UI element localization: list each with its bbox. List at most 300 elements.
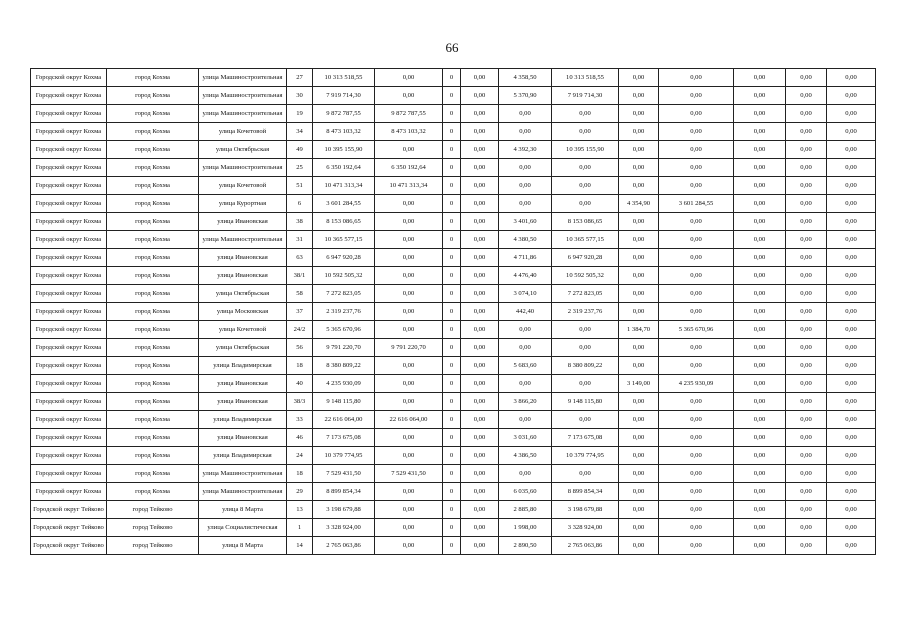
col-13-cell: 0,00 [734, 429, 786, 447]
col-12-cell: 5 365 670,96 [659, 321, 734, 339]
locality-cell: город Кохма [107, 231, 199, 249]
area-cell: 5 683,60 [499, 357, 552, 375]
total-cost-cell: 5 365 670,96 [313, 321, 375, 339]
col-12-cell: 0,00 [659, 231, 734, 249]
col-14-cell: 0,00 [786, 519, 827, 537]
col-11-cell: 0,00 [619, 159, 659, 177]
col-7-cell: 0 [443, 537, 461, 555]
total-cost-cell: 4 235 930,09 [313, 375, 375, 393]
locality-cell: город Кохма [107, 159, 199, 177]
house-number-cell: 14 [287, 537, 313, 555]
col-11-cell: 0,00 [619, 411, 659, 429]
house-number-cell: 63 [287, 249, 313, 267]
street-cell: улица Машиностроительная [199, 159, 287, 177]
total-cost-cell: 10 592 505,32 [313, 267, 375, 285]
table-row [31, 303, 876, 321]
col-6-cell: 0,00 [375, 483, 443, 501]
col-15-cell: 0,00 [827, 303, 876, 321]
cost-cell: 0,00 [552, 159, 619, 177]
col-15-cell: 0,00 [827, 393, 876, 411]
col-7-cell: 0 [443, 105, 461, 123]
col-8-cell: 0,00 [461, 429, 499, 447]
col-11-cell: 0,00 [619, 429, 659, 447]
col-12-cell: 0,00 [659, 393, 734, 411]
col-6-cell: 0,00 [375, 285, 443, 303]
col-11-cell: 0,00 [619, 213, 659, 231]
area-cell: 6 035,60 [499, 483, 552, 501]
area-cell: 3 031,60 [499, 429, 552, 447]
col-11-cell: 1 384,70 [619, 321, 659, 339]
col-14-cell: 0,00 [786, 447, 827, 465]
col-11-cell: 0,00 [619, 69, 659, 87]
house-number-cell: 29 [287, 483, 313, 501]
locality-cell: город Кохма [107, 177, 199, 195]
table-row [31, 177, 876, 195]
area-cell: 4 711,86 [499, 249, 552, 267]
municipality-cell: Городской округ Кохма [31, 393, 107, 411]
table-row [31, 267, 876, 285]
col-12-cell: 0,00 [659, 87, 734, 105]
col-13-cell: 0,00 [734, 231, 786, 249]
col-8-cell: 0,00 [461, 87, 499, 105]
col-7-cell: 0 [443, 303, 461, 321]
col-7-cell: 0 [443, 231, 461, 249]
cost-cell: 0,00 [552, 195, 619, 213]
col-6-cell: 6 350 192,64 [375, 159, 443, 177]
area-cell: 0,00 [499, 177, 552, 195]
col-14-cell: 0,00 [786, 123, 827, 141]
col-12-cell: 0,00 [659, 447, 734, 465]
cost-cell: 0,00 [552, 339, 619, 357]
street-cell: улица Ивановская [199, 249, 287, 267]
cost-cell: 0,00 [552, 177, 619, 195]
col-11-cell: 4 354,90 [619, 195, 659, 213]
cost-cell: 7 919 714,30 [552, 87, 619, 105]
total-cost-cell: 7 919 714,30 [313, 87, 375, 105]
table-row [31, 375, 876, 393]
cost-cell: 2 765 063,86 [552, 537, 619, 555]
municipality-cell: Городской округ Кохма [31, 195, 107, 213]
house-number-cell: 38/3 [287, 393, 313, 411]
col-8-cell: 0,00 [461, 105, 499, 123]
street-cell: улица Машиностроительная [199, 465, 287, 483]
col-11-cell: 0,00 [619, 267, 659, 285]
col-15-cell: 0,00 [827, 465, 876, 483]
street-cell: улица Машиностроительная [199, 231, 287, 249]
locality-cell: город Кохма [107, 195, 199, 213]
street-cell: улица Владимирская [199, 411, 287, 429]
street-cell: улица Кочетовой [199, 321, 287, 339]
area-cell: 0,00 [499, 465, 552, 483]
house-number-cell: 19 [287, 105, 313, 123]
col-14-cell: 0,00 [786, 357, 827, 375]
col-7-cell: 0 [443, 339, 461, 357]
house-number-cell: 18 [287, 357, 313, 375]
col-6-cell: 0,00 [375, 267, 443, 285]
area-cell: 442,40 [499, 303, 552, 321]
area-cell: 3 866,20 [499, 393, 552, 411]
cost-cell: 10 592 505,32 [552, 267, 619, 285]
col-6-cell: 9 872 787,55 [375, 105, 443, 123]
col-15-cell: 0,00 [827, 537, 876, 555]
col-7-cell: 0 [443, 177, 461, 195]
cost-cell: 3 198 679,88 [552, 501, 619, 519]
col-13-cell: 0,00 [734, 141, 786, 159]
col-15-cell: 0,00 [827, 105, 876, 123]
street-cell: улица Курортная [199, 195, 287, 213]
col-13-cell: 0,00 [734, 195, 786, 213]
total-cost-cell: 8 473 103,32 [313, 123, 375, 141]
locality-cell: город Кохма [107, 105, 199, 123]
table-row [31, 213, 876, 231]
col-14-cell: 0,00 [786, 231, 827, 249]
municipality-cell: Городской округ Кохма [31, 249, 107, 267]
cost-cell: 6 947 920,28 [552, 249, 619, 267]
col-15-cell: 0,00 [827, 483, 876, 501]
locality-cell: город Кохма [107, 393, 199, 411]
total-cost-cell: 10 365 577,15 [313, 231, 375, 249]
col-12-cell: 0,00 [659, 285, 734, 303]
municipality-cell: Городской округ Кохма [31, 303, 107, 321]
col-12-cell: 0,00 [659, 465, 734, 483]
total-cost-cell: 10 379 774,95 [313, 447, 375, 465]
street-cell: улица Машиностроительная [199, 105, 287, 123]
table-row [31, 501, 876, 519]
col-12-cell: 0,00 [659, 537, 734, 555]
street-cell: улица Владимирская [199, 447, 287, 465]
street-cell: улица Машиностроительная [199, 87, 287, 105]
street-cell: улица Социалистическая [199, 519, 287, 537]
municipality-cell: Городской округ Кохма [31, 429, 107, 447]
col-11-cell: 0,00 [619, 357, 659, 375]
col-15-cell: 0,00 [827, 249, 876, 267]
locality-cell: город Кохма [107, 213, 199, 231]
col-11-cell: 0,00 [619, 231, 659, 249]
col-15-cell: 0,00 [827, 231, 876, 249]
col-15-cell: 0,00 [827, 213, 876, 231]
col-15-cell: 0,00 [827, 69, 876, 87]
col-7-cell: 0 [443, 69, 461, 87]
total-cost-cell: 7 173 675,08 [313, 429, 375, 447]
col-13-cell: 0,00 [734, 87, 786, 105]
col-13-cell: 0,00 [734, 483, 786, 501]
col-14-cell: 0,00 [786, 501, 827, 519]
municipality-cell: Городской округ Кохма [31, 213, 107, 231]
locality-cell: город Кохма [107, 285, 199, 303]
col-8-cell: 0,00 [461, 123, 499, 141]
col-11-cell: 0,00 [619, 537, 659, 555]
total-cost-cell: 22 616 064,00 [313, 411, 375, 429]
table-row [31, 231, 876, 249]
cost-cell: 8 153 086,65 [552, 213, 619, 231]
table-row [31, 249, 876, 267]
total-cost-cell: 2 765 063,86 [313, 537, 375, 555]
street-cell: улица Владимирская [199, 357, 287, 375]
col-8-cell: 0,00 [461, 213, 499, 231]
col-15-cell: 0,00 [827, 87, 876, 105]
total-cost-cell: 8 899 854,34 [313, 483, 375, 501]
col-7-cell: 0 [443, 429, 461, 447]
house-number-cell: 25 [287, 159, 313, 177]
col-12-cell: 0,00 [659, 159, 734, 177]
col-6-cell: 7 529 431,50 [375, 465, 443, 483]
col-8-cell: 0,00 [461, 231, 499, 249]
area-cell: 0,00 [499, 321, 552, 339]
col-12-cell: 0,00 [659, 105, 734, 123]
col-8-cell: 0,00 [461, 465, 499, 483]
col-8-cell: 0,00 [461, 249, 499, 267]
table-row [31, 285, 876, 303]
col-7-cell: 0 [443, 285, 461, 303]
col-8-cell: 0,00 [461, 339, 499, 357]
col-8-cell: 0,00 [461, 447, 499, 465]
municipality-cell: Городской округ Кохма [31, 159, 107, 177]
locality-cell: город Кохма [107, 339, 199, 357]
locality-cell: город Кохма [107, 249, 199, 267]
locality-cell: город Тейково [107, 501, 199, 519]
house-number-cell: 40 [287, 375, 313, 393]
municipality-cell: Городской округ Кохма [31, 69, 107, 87]
total-cost-cell: 9 872 787,55 [313, 105, 375, 123]
page-number: 66 [445, 40, 459, 55]
street-cell: улица 8 Марта [199, 501, 287, 519]
col-6-cell: 0,00 [375, 357, 443, 375]
house-number-cell: 6 [287, 195, 313, 213]
table-row [31, 159, 876, 177]
street-cell: улица Московская [199, 303, 287, 321]
col-13-cell: 0,00 [734, 375, 786, 393]
col-14-cell: 0,00 [786, 375, 827, 393]
house-number-cell: 33 [287, 411, 313, 429]
col-8-cell: 0,00 [461, 267, 499, 285]
municipality-cell: Городской округ Кохма [31, 465, 107, 483]
area-cell: 3 074,10 [499, 285, 552, 303]
table-row [31, 87, 876, 105]
col-6-cell: 0,00 [375, 501, 443, 519]
col-15-cell: 0,00 [827, 429, 876, 447]
col-7-cell: 0 [443, 141, 461, 159]
col-12-cell: 0,00 [659, 429, 734, 447]
col-14-cell: 0,00 [786, 267, 827, 285]
table-row [31, 321, 876, 339]
col-11-cell: 0,00 [619, 105, 659, 123]
col-12-cell: 0,00 [659, 249, 734, 267]
locality-cell: город Кохма [107, 357, 199, 375]
col-8-cell: 0,00 [461, 393, 499, 411]
col-7-cell: 0 [443, 411, 461, 429]
locality-cell: город Кохма [107, 69, 199, 87]
col-6-cell: 0,00 [375, 519, 443, 537]
col-14-cell: 0,00 [786, 303, 827, 321]
data-table [30, 68, 876, 555]
cost-cell: 0,00 [552, 123, 619, 141]
col-8-cell: 0,00 [461, 501, 499, 519]
col-8-cell: 0,00 [461, 537, 499, 555]
table-row [31, 429, 876, 447]
col-7-cell: 0 [443, 447, 461, 465]
table-row [31, 519, 876, 537]
municipality-cell: Городской округ Кохма [31, 231, 107, 249]
col-11-cell: 0,00 [619, 393, 659, 411]
col-14-cell: 0,00 [786, 411, 827, 429]
street-cell: улица Машиностроительная [199, 69, 287, 87]
col-6-cell: 0,00 [375, 87, 443, 105]
col-15-cell: 0,00 [827, 411, 876, 429]
house-number-cell: 27 [287, 69, 313, 87]
col-6-cell: 0,00 [375, 321, 443, 339]
col-8-cell: 0,00 [461, 195, 499, 213]
col-11-cell: 0,00 [619, 123, 659, 141]
street-cell: улица Ивановская [199, 429, 287, 447]
area-cell: 5 370,90 [499, 87, 552, 105]
col-12-cell: 0,00 [659, 177, 734, 195]
col-12-cell: 0,00 [659, 267, 734, 285]
table-row [31, 339, 876, 357]
col-11-cell: 0,00 [619, 303, 659, 321]
area-cell: 0,00 [499, 375, 552, 393]
col-15-cell: 0,00 [827, 123, 876, 141]
municipality-cell: Городской округ Кохма [31, 141, 107, 159]
col-8-cell: 0,00 [461, 321, 499, 339]
col-6-cell: 8 473 103,32 [375, 123, 443, 141]
col-11-cell: 0,00 [619, 87, 659, 105]
total-cost-cell: 7 529 431,50 [313, 465, 375, 483]
municipality-cell: Городской округ Кохма [31, 357, 107, 375]
col-13-cell: 0,00 [734, 249, 786, 267]
locality-cell: город Кохма [107, 123, 199, 141]
col-7-cell: 0 [443, 249, 461, 267]
area-cell: 1 998,00 [499, 519, 552, 537]
col-6-cell: 0,00 [375, 393, 443, 411]
col-14-cell: 0,00 [786, 69, 827, 87]
table-row [31, 141, 876, 159]
col-6-cell: 0,00 [375, 195, 443, 213]
col-15-cell: 0,00 [827, 267, 876, 285]
municipality-cell: Городской округ Тейково [31, 519, 107, 537]
house-number-cell: 49 [287, 141, 313, 159]
cost-cell: 10 313 518,55 [552, 69, 619, 87]
municipality-cell: Городской округ Кохма [31, 177, 107, 195]
col-14-cell: 0,00 [786, 465, 827, 483]
locality-cell: город Кохма [107, 429, 199, 447]
municipality-cell: Городской округ Кохма [31, 87, 107, 105]
house-number-cell: 18 [287, 465, 313, 483]
col-14-cell: 0,00 [786, 87, 827, 105]
total-cost-cell: 8 153 086,65 [313, 213, 375, 231]
locality-cell: город Кохма [107, 141, 199, 159]
col-6-cell: 0,00 [375, 231, 443, 249]
total-cost-cell: 10 471 313,34 [313, 177, 375, 195]
col-6-cell: 0,00 [375, 141, 443, 159]
col-7-cell: 0 [443, 267, 461, 285]
locality-cell: город Кохма [107, 303, 199, 321]
street-cell: улица Октябрьская [199, 141, 287, 159]
cost-cell: 7 272 823,05 [552, 285, 619, 303]
area-cell: 3 401,60 [499, 213, 552, 231]
table-row [31, 123, 876, 141]
col-12-cell: 4 235 930,09 [659, 375, 734, 393]
col-7-cell: 0 [443, 123, 461, 141]
col-15-cell: 0,00 [827, 519, 876, 537]
col-12-cell: 0,00 [659, 303, 734, 321]
locality-cell: город Кохма [107, 267, 199, 285]
col-13-cell: 0,00 [734, 123, 786, 141]
house-number-cell: 58 [287, 285, 313, 303]
total-cost-cell: 3 328 924,00 [313, 519, 375, 537]
locality-cell: город Кохма [107, 87, 199, 105]
house-number-cell: 1 [287, 519, 313, 537]
col-8-cell: 0,00 [461, 285, 499, 303]
col-14-cell: 0,00 [786, 483, 827, 501]
col-11-cell: 0,00 [619, 249, 659, 267]
cost-cell: 7 173 675,08 [552, 429, 619, 447]
col-8-cell: 0,00 [461, 69, 499, 87]
col-12-cell: 0,00 [659, 501, 734, 519]
cost-cell: 0,00 [552, 411, 619, 429]
area-cell: 0,00 [499, 159, 552, 177]
house-number-cell: 37 [287, 303, 313, 321]
municipality-cell: Городской округ Кохма [31, 123, 107, 141]
col-7-cell: 0 [443, 519, 461, 537]
col-8-cell: 0,00 [461, 159, 499, 177]
table-row [31, 411, 876, 429]
col-14-cell: 0,00 [786, 393, 827, 411]
street-cell: улица Октябрьская [199, 285, 287, 303]
municipality-cell: Городской округ Кохма [31, 267, 107, 285]
house-number-cell: 38/1 [287, 267, 313, 285]
col-11-cell: 0,00 [619, 177, 659, 195]
municipality-cell: Городской округ Тейково [31, 501, 107, 519]
col-15-cell: 0,00 [827, 141, 876, 159]
col-6-cell: 22 616 064,00 [375, 411, 443, 429]
table-row [31, 537, 876, 555]
col-14-cell: 0,00 [786, 285, 827, 303]
municipality-cell: Городской округ Кохма [31, 105, 107, 123]
col-6-cell: 0,00 [375, 249, 443, 267]
total-cost-cell: 8 380 809,22 [313, 357, 375, 375]
col-7-cell: 0 [443, 393, 461, 411]
total-cost-cell: 3 601 284,55 [313, 195, 375, 213]
cost-cell: 0,00 [552, 375, 619, 393]
house-number-cell: 34 [287, 123, 313, 141]
col-8-cell: 0,00 [461, 177, 499, 195]
cost-cell: 0,00 [552, 105, 619, 123]
street-cell: улица Ивановская [199, 267, 287, 285]
cost-cell: 0,00 [552, 321, 619, 339]
col-13-cell: 0,00 [734, 105, 786, 123]
table-row [31, 483, 876, 501]
col-6-cell: 0,00 [375, 537, 443, 555]
col-13-cell: 0,00 [734, 357, 786, 375]
table-row [31, 105, 876, 123]
house-number-cell: 30 [287, 87, 313, 105]
col-6-cell: 0,00 [375, 69, 443, 87]
col-14-cell: 0,00 [786, 195, 827, 213]
total-cost-cell: 7 272 823,05 [313, 285, 375, 303]
col-13-cell: 0,00 [734, 393, 786, 411]
cost-cell: 8 899 854,34 [552, 483, 619, 501]
col-12-cell: 0,00 [659, 357, 734, 375]
municipality-cell: Городской округ Кохма [31, 285, 107, 303]
col-11-cell: 0,00 [619, 339, 659, 357]
col-6-cell: 0,00 [375, 447, 443, 465]
municipality-cell: Городской округ Кохма [31, 321, 107, 339]
col-12-cell: 0,00 [659, 483, 734, 501]
col-11-cell: 0,00 [619, 141, 659, 159]
col-6-cell: 10 471 313,34 [375, 177, 443, 195]
col-14-cell: 0,00 [786, 321, 827, 339]
col-11-cell: 0,00 [619, 519, 659, 537]
